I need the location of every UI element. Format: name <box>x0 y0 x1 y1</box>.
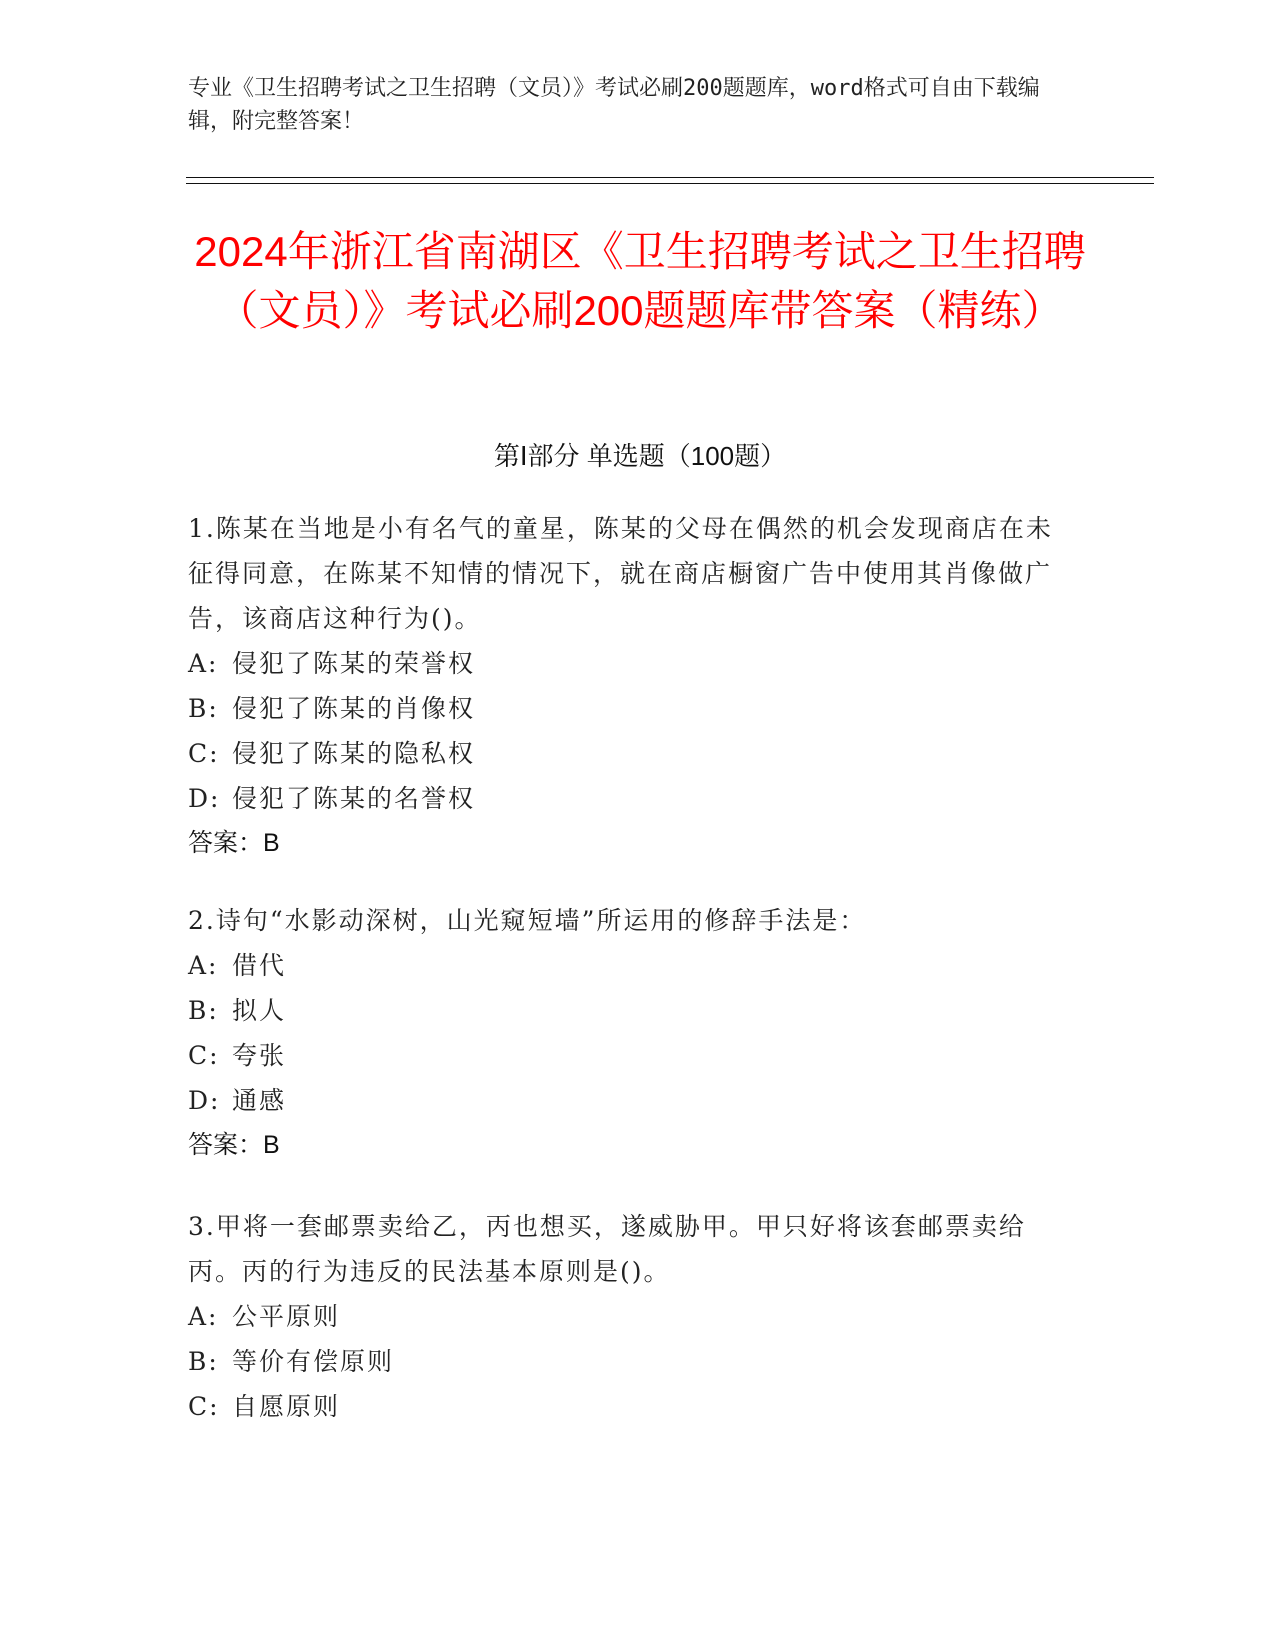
option-b <box>188 686 1068 731</box>
question-text: 3.甲将一套邮票卖给乙，丙也想买，遂威胁甲。甲只好将该套邮票卖给丙。丙的行为违反的民法基本原则是()。 <box>188 1212 1026 1286</box>
option-text: 通感 <box>232 1086 287 1115</box>
option-key: B: <box>188 694 219 723</box>
option-a <box>188 641 1068 686</box>
option-text: 侵犯了陈某的名誉权 <box>232 784 476 813</box>
header-divider-top <box>186 177 1154 178</box>
answer: 答案：B <box>188 1131 280 1159</box>
question-text: 2.诗句“水影动深树，山光窥短墙”所运用的修辞手法是： <box>188 906 867 935</box>
option-key: B: <box>188 996 219 1025</box>
option-a <box>188 943 1068 988</box>
option-text: 夸张 <box>232 1041 287 1070</box>
option-c <box>188 1033 1068 1078</box>
option-text: 自愿原则 <box>232 1392 341 1421</box>
option-key: A: <box>188 649 219 678</box>
option-key: C: <box>188 1041 220 1070</box>
option-key: D: <box>188 784 221 813</box>
option-key: C: <box>188 1392 220 1421</box>
option-key: B: <box>188 1347 219 1376</box>
option-c <box>188 1384 1068 1429</box>
option-text: 借代 <box>232 951 287 980</box>
header-note: 专业《卫生招聘考试之卫生招聘（文员）》考试必刷200题题库，word格式可自由下载编辑，附完整答案！ <box>188 76 1040 134</box>
option-c <box>188 731 1068 776</box>
option-key: C: <box>188 739 220 768</box>
section-title: 第Ⅰ部分 单选题（100题） <box>493 441 787 471</box>
question-1 <box>188 506 1068 866</box>
option-key: D: <box>188 1086 221 1115</box>
option-d <box>188 1078 1068 1123</box>
question-2 <box>188 898 1068 1168</box>
document-title: 2024年浙江省南湖区《卫生招聘考试之卫生招聘（文员）》考试必刷200题题库带答案（精练） <box>194 228 1086 334</box>
option-text: 拟人 <box>232 996 287 1025</box>
option-a <box>188 1294 1068 1339</box>
header-divider-bottom <box>186 183 1154 184</box>
option-text: 侵犯了陈某的荣誉权 <box>232 649 476 678</box>
option-key: A: <box>188 1302 219 1331</box>
option-text: 公平原则 <box>232 1302 341 1331</box>
option-text: 等价有偿原则 <box>232 1347 395 1376</box>
option-key: A: <box>188 951 219 980</box>
option-d <box>188 776 1068 821</box>
option-text: 侵犯了陈某的隐私权 <box>232 739 476 768</box>
option-b <box>188 988 1068 1033</box>
option-text: 侵犯了陈某的肖像权 <box>232 694 476 723</box>
answer: 答案：B <box>188 829 280 857</box>
question-3 <box>188 1204 1068 1429</box>
option-b <box>188 1339 1068 1384</box>
question-text: 1.陈某在当地是小有名气的童星，陈某的父母在偶然的机会发现商店在未征得同意，在陈某不知情的情况下，就在商店橱窗广告中使用其肖像做广告，该商店这种行为()。 <box>188 514 1053 633</box>
